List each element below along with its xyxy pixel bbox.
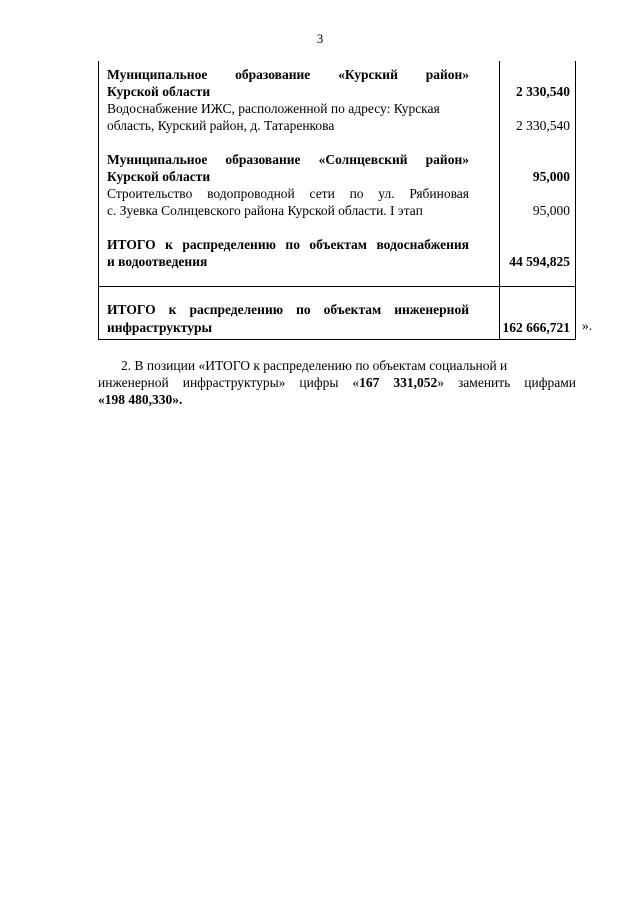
section-1-title-word: образование <box>235 67 311 82</box>
paragraph-line2-suffix: » заменить цифрами <box>437 375 576 390</box>
old-figure: 167 331,052 <box>359 375 438 390</box>
paragraph-line3-prefix: « <box>98 392 105 407</box>
water-total-amount: 44 594,825 <box>509 254 570 269</box>
section-2-title-line2: Курской области <box>107 169 211 184</box>
paragraph-line2 <box>98 375 576 391</box>
engineering-total-line1: ИТОГО к распределению по объектам инженерной <box>107 302 469 317</box>
amounts-table <box>98 61 576 340</box>
water-total-line1: ИТОГО к распределению по объектам водоснабжения <box>107 237 469 252</box>
engineering-total-line2: инфраструктуры <box>107 320 213 335</box>
section-1-title-word: «Курский <box>338 67 398 82</box>
section-1-item-line2: область, Курский район, д. Татаренкова <box>107 118 335 133</box>
section-1-title-line2: Курской области <box>107 84 211 99</box>
section-1-title-word: район» <box>425 67 470 82</box>
section-2-title-line1: Муниципальное образование «Солнцевский район» <box>107 152 469 167</box>
paragraph-line3 <box>98 392 182 408</box>
section-1-total: 2 330,540 <box>516 84 570 99</box>
section-1-item-amount: 2 330,540 <box>516 118 570 133</box>
engineering-total-amount: 162 666,721 <box>502 320 570 335</box>
water-total-line2: и водоотведения <box>107 254 208 269</box>
section-2-item-amount: 95,000 <box>532 203 570 218</box>
row-divider <box>99 286 575 287</box>
section-2-item-line2: с. Зуевка Солнцевского района Курской области. I этап <box>107 203 423 218</box>
page-number: 3 <box>316 31 324 46</box>
paragraph-line3-suffix: ». <box>172 392 183 407</box>
section-1-item-line1: Водоснабжение ИЖС, расположенной по адресу: Курская <box>107 101 440 116</box>
closing-quote: ». <box>582 318 593 333</box>
section-1-title-line1 <box>107 67 469 83</box>
section-1-title-word: Муниципальное <box>107 67 208 82</box>
paragraph-line2-prefix: инженерной инфраструктуры» цифры « <box>98 375 360 390</box>
section-2-item-line1: Строительство водопроводной сети по ул. Рябиновая <box>107 186 469 201</box>
paragraph-line1: 2. В позиции «ИТОГО к распределению по объектам социальной и <box>121 358 508 373</box>
section-2-total: 95,000 <box>532 169 570 184</box>
new-figure: 198 480,330 <box>104 392 173 407</box>
column-divider <box>499 61 500 339</box>
